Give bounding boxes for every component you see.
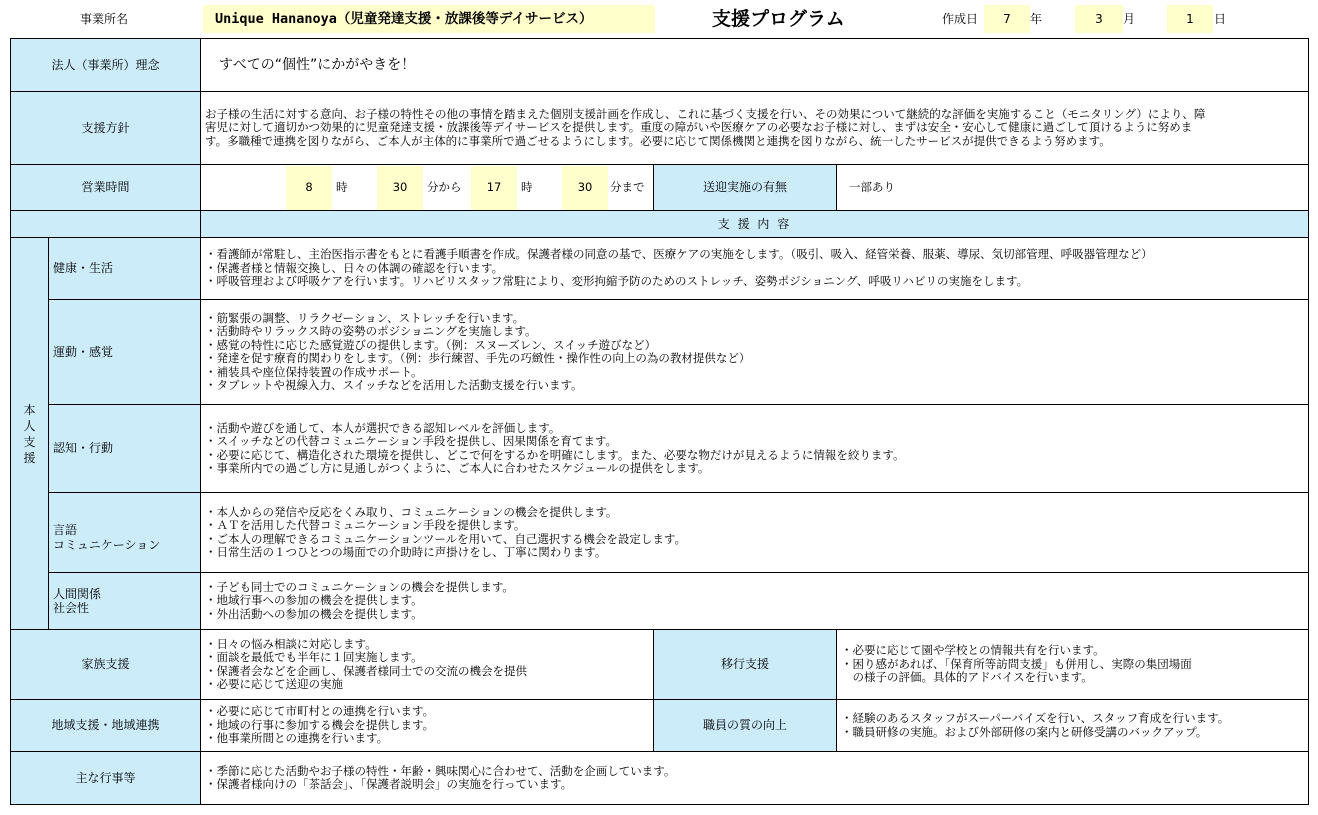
text-line: ・ご本人の理解できるコミュニケーションツールを用いて、自己選択する機会を設定します。 xyxy=(205,531,686,546)
staff-quality-text xyxy=(837,700,1309,752)
philosophy-text: すべての“個性”にかがやきを！ xyxy=(201,39,1309,92)
philosophy-row xyxy=(11,39,1309,92)
text-line: ・活動時やリラックス時の姿勢のポジショニングを実施します。 xyxy=(205,324,537,338)
text-line: ・事業所内での過ごし方に見通しがつくように、ご本人に合わせたスケジュールの提供をします。 xyxy=(205,461,710,475)
header xyxy=(0,0,1318,38)
self-support-row-text xyxy=(201,300,1309,405)
document-title: 支援プログラム xyxy=(712,7,845,30)
support-content-header: 支 援 内 容 xyxy=(201,211,1309,238)
text-line: の様子の評価。具体的アドバイスを行います。 xyxy=(841,670,1093,685)
transport-label: 送迎実施の有無 xyxy=(654,165,837,211)
family-transition-row xyxy=(11,630,1309,700)
text-line: ・発達を促す療育的関わりをします。（例：歩行練習、手先の巧緻性・操作性の向上の為の教材提供など） xyxy=(205,351,751,365)
year-unit: 年 xyxy=(1030,11,1043,26)
text-line: ・面談を最低でも半年に１回実施します。 xyxy=(205,650,423,664)
created-date-label: 作成日 xyxy=(942,11,979,26)
text-line: ・職員研修の実施。および外部研修の案内と研修受講のバックアップ。 xyxy=(841,724,1208,739)
text-line: ・タブレットや視線入力、スイッチなどを活用した活動支援を行います。 xyxy=(205,378,583,392)
text-line: ・ＡＴを活用した代替コミュニケーション手段を提供します。 xyxy=(205,518,526,532)
hour-unit: 時 xyxy=(521,179,533,194)
end-minute-value: 30 xyxy=(562,166,608,210)
text-line: ・保護者会などを企画し、保護者様同士での交流の機会を提供 xyxy=(205,663,528,678)
transition-support-label: 移行支援 xyxy=(654,630,837,700)
policy-line: す。多職種で連携を図りながら、ご本人が主体的に事業所で過ごせるようにします。必要に応じて関係機関と連携を図りながら、統一したサービスが提供できるよう努めます。 xyxy=(205,133,1111,148)
policy-text xyxy=(201,92,1309,165)
text-line: ・感覚の特性に応じた感覚遊びの提供します。（例：スヌーズレン、スイッチ遊びなど） xyxy=(205,337,657,352)
self-support-row-label: 言語 コミュニケーション xyxy=(49,493,201,573)
text-line: ・活動や遊びを通して、本人が選択できる認知レベルを評価します。 xyxy=(205,420,561,435)
text-line: ・他事業所間との連携を行います。 xyxy=(205,731,389,746)
text-line: ・補装具や座位保持装置の作成サポート。 xyxy=(205,364,423,379)
text-line: ・本人からの発信や反応をくみ取り、コミュニケーションの機会を提供します。 xyxy=(205,504,618,519)
text-line: ・子ども同士でのコミュニケーションの機会を提供します。 xyxy=(205,579,514,594)
support-program-table xyxy=(10,38,1309,805)
philosophy-label: 法人（事業所）理念 xyxy=(11,39,201,92)
self-support-row-text xyxy=(201,493,1309,573)
policy-row xyxy=(11,92,1309,165)
policy-line: お子様の生活に対する意向、お子様の特性その他の事情を踏まえた個別支援計画を作成し、これに基づく支援を行い、その効果について継続的な評価を実施すること（モニタリング）により、障 xyxy=(205,106,1206,121)
events-label: 主な行事等 xyxy=(11,752,201,805)
self-support-row-label: 健康・生活 xyxy=(49,238,201,300)
text-line: ・地域の行事に参加する機会を提供します。 xyxy=(205,717,435,732)
day-unit: 日 xyxy=(1214,11,1227,26)
hours-label: 営業時間 xyxy=(11,165,201,211)
text-line: ・保護者様向けの「茶話会」、「保護者説明会」の実施を行っています。 xyxy=(205,777,573,791)
text-line: ・呼吸管理および呼吸ケアを行います。リハビリスタッフ常駐により、変形拘縮予防のためのストレッチ、姿勢ポジショニング、呼吸リハビリの実施をします。 xyxy=(205,274,1029,289)
policy-line: 害児に対して適切かつ効果的に児童発達支援・放課後等デイサービスを提供します。重度の障がいや医療ケアの必要なお子様に対し、まずは安全・安心して健康に過ごして頂けるように努めま xyxy=(205,120,1193,135)
text-line: ・必要に応じて送迎の実施 xyxy=(205,677,344,691)
until-unit: 分まで xyxy=(610,179,645,194)
hours-cell xyxy=(201,165,654,211)
community-support-text xyxy=(201,700,654,752)
community-support-label: 地域支援・地域連携 xyxy=(11,700,201,752)
community-staff-row xyxy=(11,700,1309,752)
self-support-row-label: 運動・感覚 xyxy=(49,300,201,405)
family-support-label: 家族支援 xyxy=(11,630,201,700)
text-line: ・季節に応じた活動やお子様の特性・年齢・興味関心に合わせて、活動を企画しています。 xyxy=(205,763,676,778)
office-name: Unique Hananoya（児童発達支援・放課後等デイサービス） xyxy=(203,5,655,33)
text-line: ・スイッチなどの代替コミュニケーション手段を提供し、因果関係を育てます。 xyxy=(205,434,617,448)
text-line: ・必要に応じて、構造化された環境を提供し、どこで何をするかを明確にします。また、必要な物だけが見えるように情報を絞ります。 xyxy=(205,447,905,462)
text-line: ・外出活動への参加の機会を提供します。 xyxy=(205,606,423,621)
start-minute-value: 30 xyxy=(377,166,423,210)
created-month-value: 3 xyxy=(1075,5,1123,33)
text-line: ・必要に応じて園や学校との情報共有を行います。 xyxy=(841,643,1105,658)
self-support-row xyxy=(11,238,1309,300)
start-hour-value: 8 xyxy=(286,166,332,210)
policy-label: 支援方針 xyxy=(11,92,201,165)
self-support-row xyxy=(11,300,1309,405)
text-line: ・困り感があれば、「保育所等訪問支援」も併用し、実際の集団場面 xyxy=(841,656,1192,671)
from-unit: 分から xyxy=(427,179,462,194)
created-day-value: 1 xyxy=(1167,5,1213,33)
text-line: ・保護者様と情報交換し、日々の体調の確認を行います。 xyxy=(205,260,504,275)
text-line: ・地域行事への参加の機会を提供します。 xyxy=(205,593,423,608)
support-content-header-row xyxy=(11,211,1309,238)
month-unit: 月 xyxy=(1123,11,1136,26)
self-support-row xyxy=(11,573,1309,630)
staff-quality-label: 職員の質の向上 xyxy=(654,700,837,752)
self-support-row-label: 人間関係 社会性 xyxy=(49,573,201,630)
hours-row xyxy=(11,165,1309,211)
events-text xyxy=(201,752,1309,805)
transition-support-text xyxy=(837,630,1309,700)
text-line: ・筋緊張の調整、リラクゼーション、ストレッチを行います。 xyxy=(205,310,525,325)
text-line: ・日常生活の１つひとつの場面での介助時に声掛けをし、丁寧に関わります。 xyxy=(205,545,607,559)
transport-value: 一部あり xyxy=(837,165,1309,211)
self-support-row-label: 認知・行動 xyxy=(49,405,201,493)
end-hour-value: 17 xyxy=(471,166,517,210)
family-support-text xyxy=(201,630,654,700)
text-line: ・必要に応じて市町村との連携を行います。 xyxy=(205,704,435,719)
self-support-group-label: 本 人 支 援 xyxy=(11,238,49,630)
created-year-value: 7 xyxy=(984,5,1030,33)
self-support-row xyxy=(11,405,1309,493)
self-support-row-text xyxy=(201,238,1309,300)
text-line: ・看護師が常駐し、主治医指示書をもとに看護手順書を作成。保護者様の同意の基で、医療ケアの実施をします。（吸引、吸入、経管栄養、服薬、導尿、気切部管理、呼吸器管理など） xyxy=(205,247,1153,262)
self-support-row xyxy=(11,493,1309,573)
self-support-row-text xyxy=(201,405,1309,493)
self-support-row-text xyxy=(201,573,1309,630)
hour-unit: 時 xyxy=(336,179,348,194)
events-row xyxy=(11,752,1309,805)
text-line: ・経験のあるスタッフがスーパーバイズを行い、スタッフ育成を行います。 xyxy=(841,711,1230,725)
support-header-blank xyxy=(11,211,201,238)
text-line: ・日々の悩み相談に対応します。 xyxy=(205,636,377,651)
office-label: 事業所名 xyxy=(80,11,129,26)
